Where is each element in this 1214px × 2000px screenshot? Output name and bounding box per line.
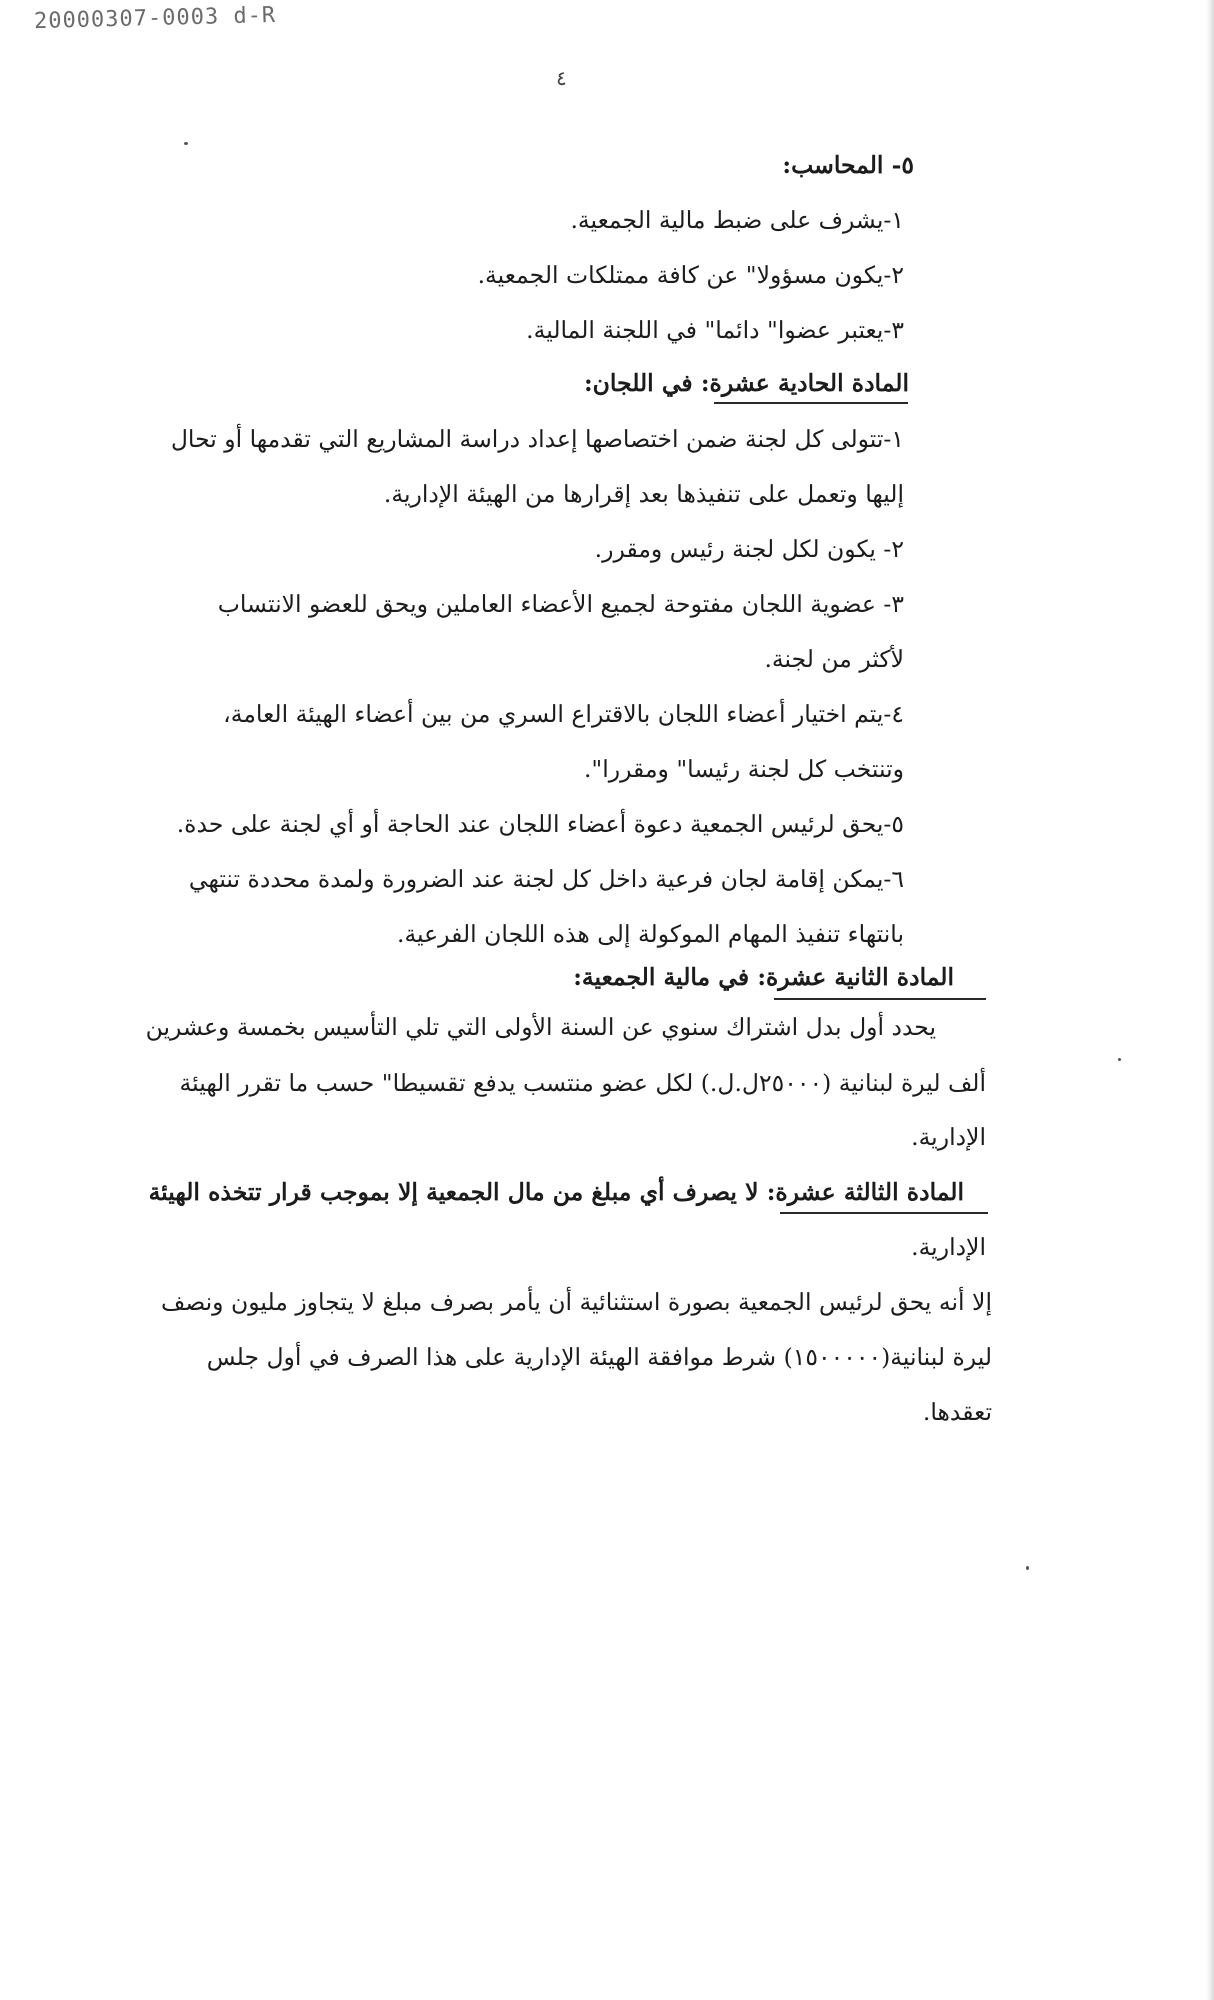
scan-edge-shadow: [1206, 0, 1214, 2000]
scan-speck: [1026, 1566, 1029, 1570]
accountant-item-3: ٣-يعتبر عضوا" دائما" في اللجنة المالية.: [526, 316, 904, 344]
article-12-line-2: ألف ليرة لبنانية (٢٥٠٠٠ل.ل.) لكل عضو منتسب يدفع تقسيطا" حسب ما تقرر الهيئة: [179, 1069, 986, 1097]
article-11-item-1-line-1: ١-تتولى كل لجنة ضمن اختصاصها إعداد دراسة المشاريع التي تقدمها أو تحال: [170, 425, 904, 453]
accountant-item-2: ٢-يكون مسؤولا" عن كافة ممتلكات الجمعية.: [477, 261, 904, 289]
page-number: ٤: [556, 66, 567, 90]
article-12-title-underline: [774, 998, 986, 1000]
article-13-line-5: تعقدها.: [922, 1398, 992, 1426]
article-13-line-3: إلا أنه يحق لرئيس الجمعية بصورة استثنائية أن يأمر بصرف مبلغ لا يتجاوز مليون ونصف: [160, 1288, 992, 1316]
article-11-item-5: ٥-يحق لرئيس الجمعية دعوة أعضاء اللجان عند الحاجة أو أي لجنة على حدة.: [176, 810, 904, 838]
article-12-line-1: يحدد أول بدل اشتراك سنوي عن السنة الأولى التي تلي التأسيس بخمسة وعشرين: [145, 1013, 936, 1041]
article-11-title-underline: [714, 402, 908, 404]
article-13-line-4: ليرة لبنانية(١٥٠٠٠٠٠) شرط موافقة الهيئة الإدارية على هذا الصرف في أول جلس: [206, 1343, 992, 1371]
handwritten-reference-code: 20000307-0003 d-R: [33, 2, 277, 35]
article-12-title: المادة الثانية عشرة: في مالية الجمعية:: [573, 963, 954, 991]
accountant-item-1: ١-يشرف على ضبط مالية الجمعية.: [570, 206, 904, 234]
article-13-line-2: الإدارية.: [911, 1233, 986, 1261]
article-13-title-underline: [780, 1212, 988, 1214]
article-11-item-3-line-1: ٣- عضوية اللجان مفتوحة لجميع الأعضاء العاملين ويحق للعضو الانتساب: [217, 590, 904, 618]
scan-speck: [1118, 1058, 1121, 1061]
article-11-item-4-line-1: ٤-يتم اختيار أعضاء اللجان بالاقتراع السري من بين أعضاء الهيئة العامة،: [223, 700, 904, 728]
article-11-item-1-line-2: إليها وتعمل على تنفيذها بعد إقرارها من الهيئة الإدارية.: [383, 480, 904, 508]
article-11-title: المادة الحادية عشرة: في اللجان:: [583, 369, 909, 397]
article-11-item-4-line-2: وتنتخب كل لجنة رئيسا" ومقررا".: [583, 755, 904, 783]
article-11-item-3-line-2: لأكثر من لجنة.: [764, 645, 904, 673]
article-13-title: المادة الثالثة عشرة: لا يصرف أي مبلغ من مال الجمعية إلا بموجب قرار تتخذه الهيئة: [148, 1178, 964, 1206]
scan-speck: [184, 142, 188, 145]
article-11-item-2: ٢- يكون لكل لجنة رئيس ومقرر.: [594, 535, 904, 563]
article-11-item-6-line-2: بانتهاء تنفيذ المهام الموكولة إلى هذه اللجان الفرعية.: [396, 920, 904, 948]
accountant-heading: ٥- المحاسب:: [782, 151, 914, 179]
article-12-line-3: الإدارية.: [911, 1123, 986, 1151]
article-11-item-6-line-1: ٦-يمكن إقامة لجان فرعية داخل كل لجنة عند الضرورة ولمدة محددة تنتهي: [188, 865, 904, 893]
